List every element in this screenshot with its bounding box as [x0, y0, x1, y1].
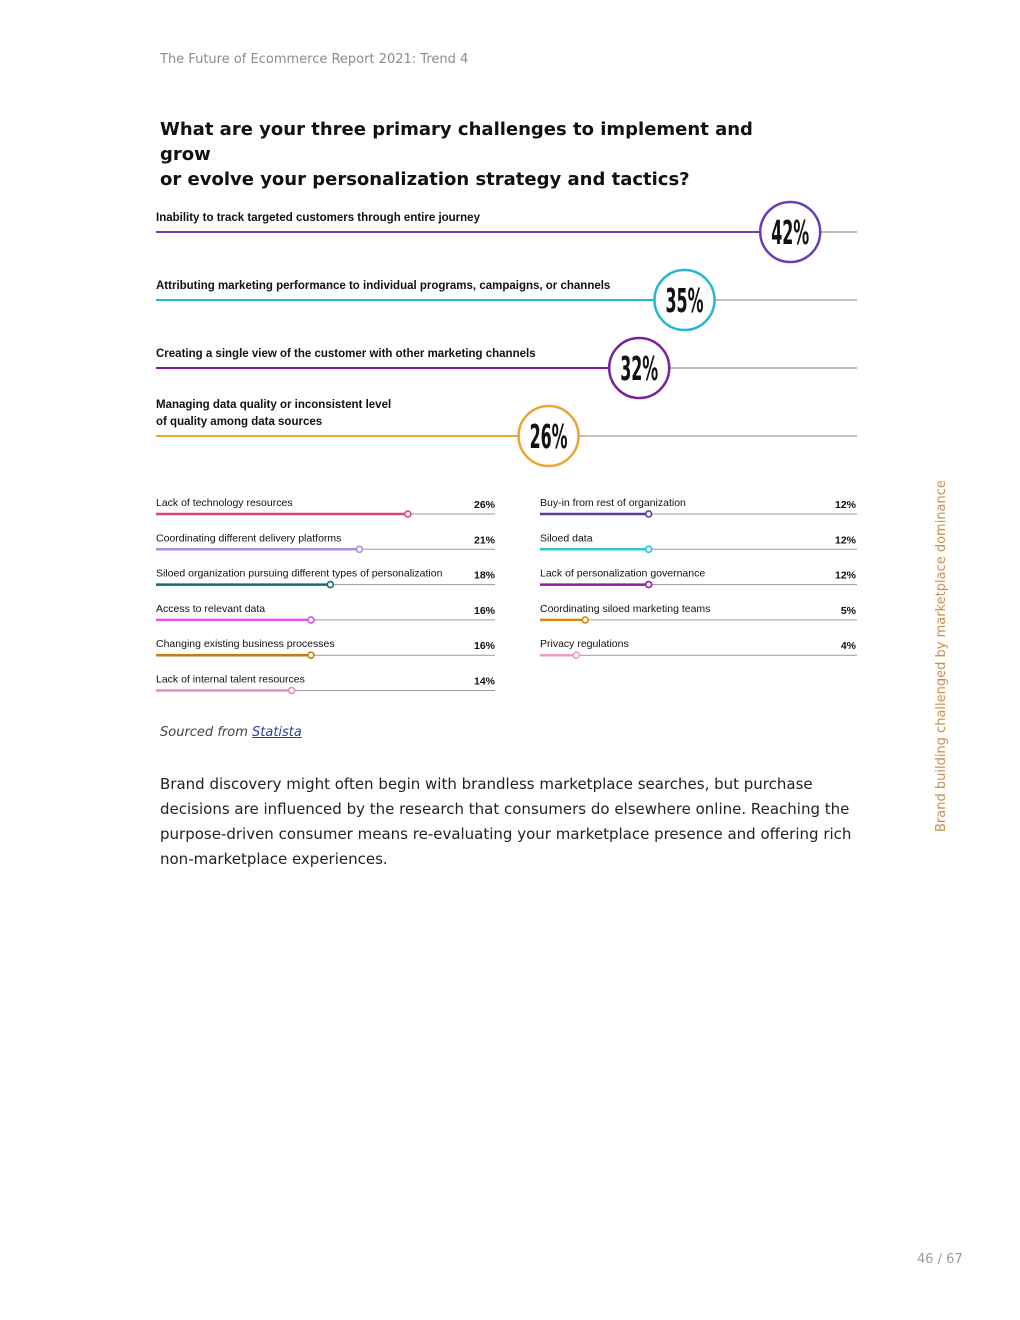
right-bar-marker-5	[573, 652, 579, 658]
left-bar-marker-1	[405, 511, 411, 517]
left-bar-label-1: Lack of technology resources	[156, 497, 293, 509]
right-bar-label-2: Siloed data	[540, 532, 593, 545]
top-category-label-1: Inability to track targeted customers through entire journey	[156, 212, 480, 224]
left-bar-label-3: Siloed organization pursuing different types of personalization	[156, 567, 443, 580]
top-value-label-2: 35%	[665, 281, 704, 320]
source-note	[160, 725, 302, 740]
right-bar-label-3: Lack of personalization governance	[540, 567, 706, 580]
left-bar-value-4: 16%	[473, 604, 495, 617]
left-bar-label-6: Lack of internal talent resources	[156, 673, 305, 686]
right-bar-value-2: 12%	[834, 534, 856, 547]
chart-question	[160, 117, 800, 192]
right-bar-value-5: 4%	[840, 640, 856, 653]
right-bar-label-5: Privacy regulations	[540, 638, 629, 651]
section-side-label: Brand building challenged by marketplace dominance	[934, 480, 949, 832]
challenges-chart	[0, 190, 1020, 710]
body-paragraph: Brand discovery might often begin with brandless marketplace searches, but purchase decisions are influenced by the research that consumers do elsewhere online. Reaching the purpose-driven consumer means re-evaluating your marketplace presence and offering rich non-marketplace experiences.	[160, 775, 852, 868]
right-bar-marker-2	[646, 546, 652, 552]
top-category-label-2: Attributing marketing performance to individual programs, campaigns, or channels	[156, 280, 611, 292]
left-bar-label-4: Access to relevant data	[156, 602, 266, 615]
right-bar-value-4: 5%	[840, 604, 856, 617]
left-bar-label-2: Coordinating different delivery platforms	[156, 532, 342, 545]
left-bar-value-2: 21%	[473, 534, 495, 547]
top-value-label-4: 26%	[529, 417, 568, 456]
left-bar-marker-5	[308, 652, 314, 658]
running-header: The Future of Ecommerce Report 2021: Trend 4	[160, 52, 469, 67]
page-number: 46 / 67	[917, 1252, 963, 1267]
left-bar-value-1: 26%	[473, 499, 495, 511]
question-line-1: What are your three primary challenges to implement and grow	[160, 119, 753, 165]
left-bar-marker-2	[356, 546, 362, 552]
statista-link[interactable]: Statista	[252, 725, 302, 740]
top-value-label-1: 42%	[771, 213, 810, 252]
left-bar-marker-4	[308, 617, 314, 623]
left-bar-value-5: 16%	[473, 640, 495, 653]
right-bar-marker-4	[582, 617, 588, 623]
left-bar-marker-3	[327, 582, 333, 588]
right-bar-value-3: 12%	[834, 569, 856, 582]
right-bar-label-4: Coordinating siloed marketing teams	[540, 602, 711, 615]
left-bar-value-3: 18%	[473, 569, 495, 582]
left-bar-label-5: Changing existing business processes	[156, 638, 335, 651]
right-bar-marker-1	[646, 511, 652, 517]
top-category-label-4-line-2: of quality among data sources	[156, 416, 323, 428]
top-value-label-3: 32%	[620, 349, 659, 388]
right-bar-marker-3	[646, 582, 652, 588]
left-bar-marker-6	[289, 688, 295, 694]
top-category-label-4-line-1: Managing data quality or inconsistent level	[156, 399, 392, 411]
left-bar-value-6: 14%	[473, 675, 495, 688]
top-category-label-3: Creating a single view of the customer with other marketing channels	[156, 348, 536, 360]
source-prefix: Sourced from	[160, 725, 248, 740]
question-line-2: or evolve your personalization strategy and tactics?	[160, 169, 690, 190]
right-bar-value-1: 12%	[834, 499, 856, 511]
right-bar-label-1: Buy-in from rest of organization	[540, 497, 686, 509]
